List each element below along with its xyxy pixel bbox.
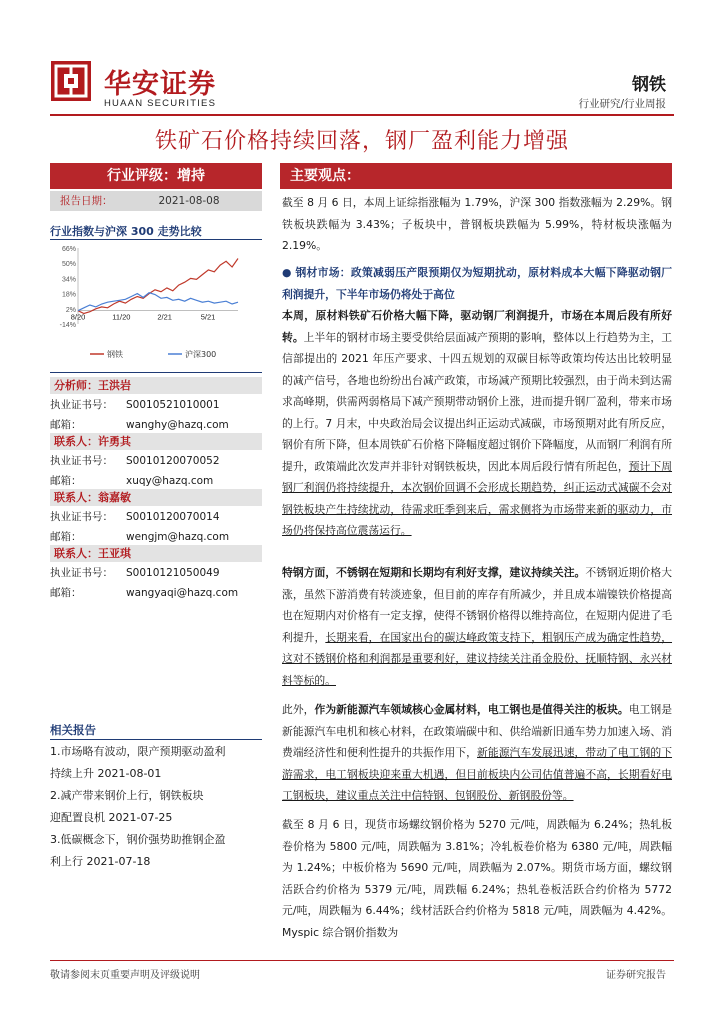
price-data-paragraph: 截至 8 月 6 日，现货市场螺纹钢价格为 5270 元/吨，周跌幅为 6.24%；热轧板卷价格为 5800 元/吨，周跌幅为 3.81%；冷轧板卷价格为 6380 元/吨，周跌幅为 1.24%；中板价格为 5690 元/吨，周跌幅为 2.07%。期货市场方面，螺纹钢活跃合约价格为 5379 元/吨，周跌幅 6.24%；热轧卷板活跃合约价格为 5772 元/吨，周跌幅为 6.44%；线材活跃合约价格为 5818 元/吨，周跌幅为 4.42%。Myspic 综合钢价指数为 (282, 818, 672, 939)
analyst-email[interactable]: 邮箱： wanghy@hazq.com (50, 419, 229, 431)
contact-cert: 执业证书号： S0010121050049 (50, 567, 220, 579)
related-report-item[interactable]: 1.市场略有波动，限产预期驱动盈利 持续上升 2021-08-01 (50, 745, 226, 780)
rating-label: 行业评级： (107, 168, 177, 184)
y-tick-label: 66% (61, 246, 76, 253)
special-steel-paragraph: 特钢方面，不锈钢在短期和长期均有利好支撑，建议持续关注。不锈钢近期价格大涨，虽然下游消费有转淡迹象，但目前的库存有所减少，并且成本端镍铁价格提高也在短期内对价格有一定支撑，使得不锈钢价格得以维持高位，在短期内促进了毛利提升，长期来看，在国家出台的碳达峰政策支持下，粗钢压产成为确定性趋势，这对不锈钢价格和利润都是重要利好，建议持续关注甬金股份、抚顺特钢、永兴材料等标的。 (282, 566, 673, 687)
y-tick-label: 2% (65, 306, 76, 314)
y-tick-label: 34% (61, 276, 76, 284)
date-label: 报告日期： (60, 195, 113, 207)
legend-label: 沪深300 (185, 350, 217, 359)
series-line (78, 259, 238, 314)
y-tick-label: 18% (61, 291, 76, 299)
index-comparison-chart (50, 242, 262, 368)
contact-header: 联系人：许勇其 (50, 433, 262, 450)
report-title: 铁矿石价格持续回落，钢厂盈利能力增强 (154, 129, 569, 154)
electrical-steel-paragraph: 此外，作为新能源汽车领域核心金属材料，电工钢也是值得关注的板块。电工钢是新能源汽车电机和核心材料，在政策端碳中和、供给端新旧通车势力加速入场、消费端经济性和便利性提升的共振作用下，新能源汽车发展迅速，带动了电工钢的下游需求，电工钢板块迎来重大机遇，但目前板块内公司估值普遍不高，长期看好电工钢板块，建议重点关注中信特钢、包钢股份、新钢股份等。 (282, 703, 673, 802)
header-divider (50, 114, 674, 116)
brand-name-en: HUAAN SECURITIES (104, 98, 217, 109)
analyst-cert: 执业证书号： S0010521010001 (50, 399, 220, 411)
brand-name-cn: 华安证券 (104, 69, 216, 100)
steel-market-heading: ● 钢材市场：政策减弱压产限预期仅为短期扰动，原材料成本大幅下降驱动钢厂利润提升，下半年市场仍将处于高位 (282, 266, 673, 301)
report-type: 行业研究/行业周报 (578, 98, 666, 110)
date-value: 2021-08-08 (158, 195, 220, 207)
contact-email[interactable]: 邮箱： xuqy@hazq.com (50, 475, 214, 487)
related-reports-title: 相关报告 (50, 723, 96, 737)
x-tick-label: 5/21 (200, 312, 216, 322)
company-logo (50, 60, 220, 112)
footer-divider (50, 960, 674, 961)
contact-email[interactable]: 邮箱： wengjm@hazq.com (50, 531, 230, 543)
huaan-seal-icon (50, 60, 92, 102)
related-divider (50, 739, 262, 740)
report-date (50, 191, 262, 211)
bullet-icon: ● (282, 266, 292, 279)
main-views-banner: 主要观点： (280, 163, 672, 189)
rating-banner (50, 163, 262, 189)
market-summary-paragraph: 截至 8 月 6 日，本周上证综指涨幅为 1.79%，沪深 300 指数涨幅为 2.29%。钢铁板块跌幅为 3.43%；子板块中，普钢板块跌幅为 5.99%，特材板块涨幅为 2.19%。 (282, 196, 672, 252)
analyst-header: 分析师：王洪岩 (50, 377, 262, 394)
series-line (78, 293, 238, 311)
footer-label: 证券研究报告 (606, 970, 666, 981)
chart-title-divider (50, 239, 262, 240)
contact-header: 联系人：王亚琪 (50, 545, 262, 562)
y-tick-label: -14% (59, 322, 76, 329)
contact-email[interactable]: 邮箱： wangyaqi@hazq.com (50, 587, 239, 599)
chart-bottom-divider (50, 372, 262, 373)
chart-title: 行业指数与沪深 300 走势比较 (50, 225, 202, 238)
related-report-item[interactable]: 3.低碳概念下，钢价强势助推钢企盈 利上行 2021-07-18 (50, 833, 226, 868)
footer-disclaimer[interactable]: 敬请参阅末页重要声明及评级说明 (50, 970, 200, 981)
contact-header: 联系人：翁嘉敏 (50, 489, 262, 506)
x-tick-label: 8/20 (70, 312, 86, 322)
x-tick-label: 2/21 (157, 312, 172, 322)
x-tick-label: 11/20 (112, 312, 131, 322)
related-report-item[interactable]: 2.减产带来钢价上行，钢铁板块 迎配置良机 2021-07-25 (50, 789, 204, 824)
contact-cert: 执业证书号： S0010120070052 (50, 455, 220, 467)
rating-value: 增持 (177, 168, 205, 184)
contact-cert: 执业证书号： S0010120070014 (50, 511, 220, 523)
legend-label: 钢铁 (107, 350, 123, 359)
industry-label: 钢铁 (632, 75, 666, 95)
steel-market-paragraph: 本周，原材料铁矿石价格大幅下降，驱动钢厂利润提升，市场在本周后段有所好转。上半年的钢材市场主要受供给层面减产预期的影响，整体以上行趋势为主，工信部提出的 2021 年压产要求、十四五规划的双碳目标等政策均传达出比较明显的减产信号，各地也纷纷出台减产政策，市场减产预期比较强烈，由于尚未到达需求高峰期，供需两弱格局下减产预期带动钢价上涨，进而提升钢厂盈利，带来市场的上行。7 月末，中央政治局会议提出纠正运动式减碳，市场预期对此有所反应，钢价有所下降，但本周铁矿石价格下降幅度超过钢价下降幅度，从而钢厂利润有所提升，政策端此次发声并非针对钢铁板块，因此本周后段行情有所起色，预计下周钢厂利润仍将持续提升，本次钢价回调不会形成长期趋势，纠正运动式减碳不会对钢铁板块产生持续扰动，待需求旺季到来后，需求侧将为市场带来新的驱动力，市场仍将保持高位震荡运行。 (282, 309, 673, 537)
y-tick-label: 50% (61, 261, 76, 269)
